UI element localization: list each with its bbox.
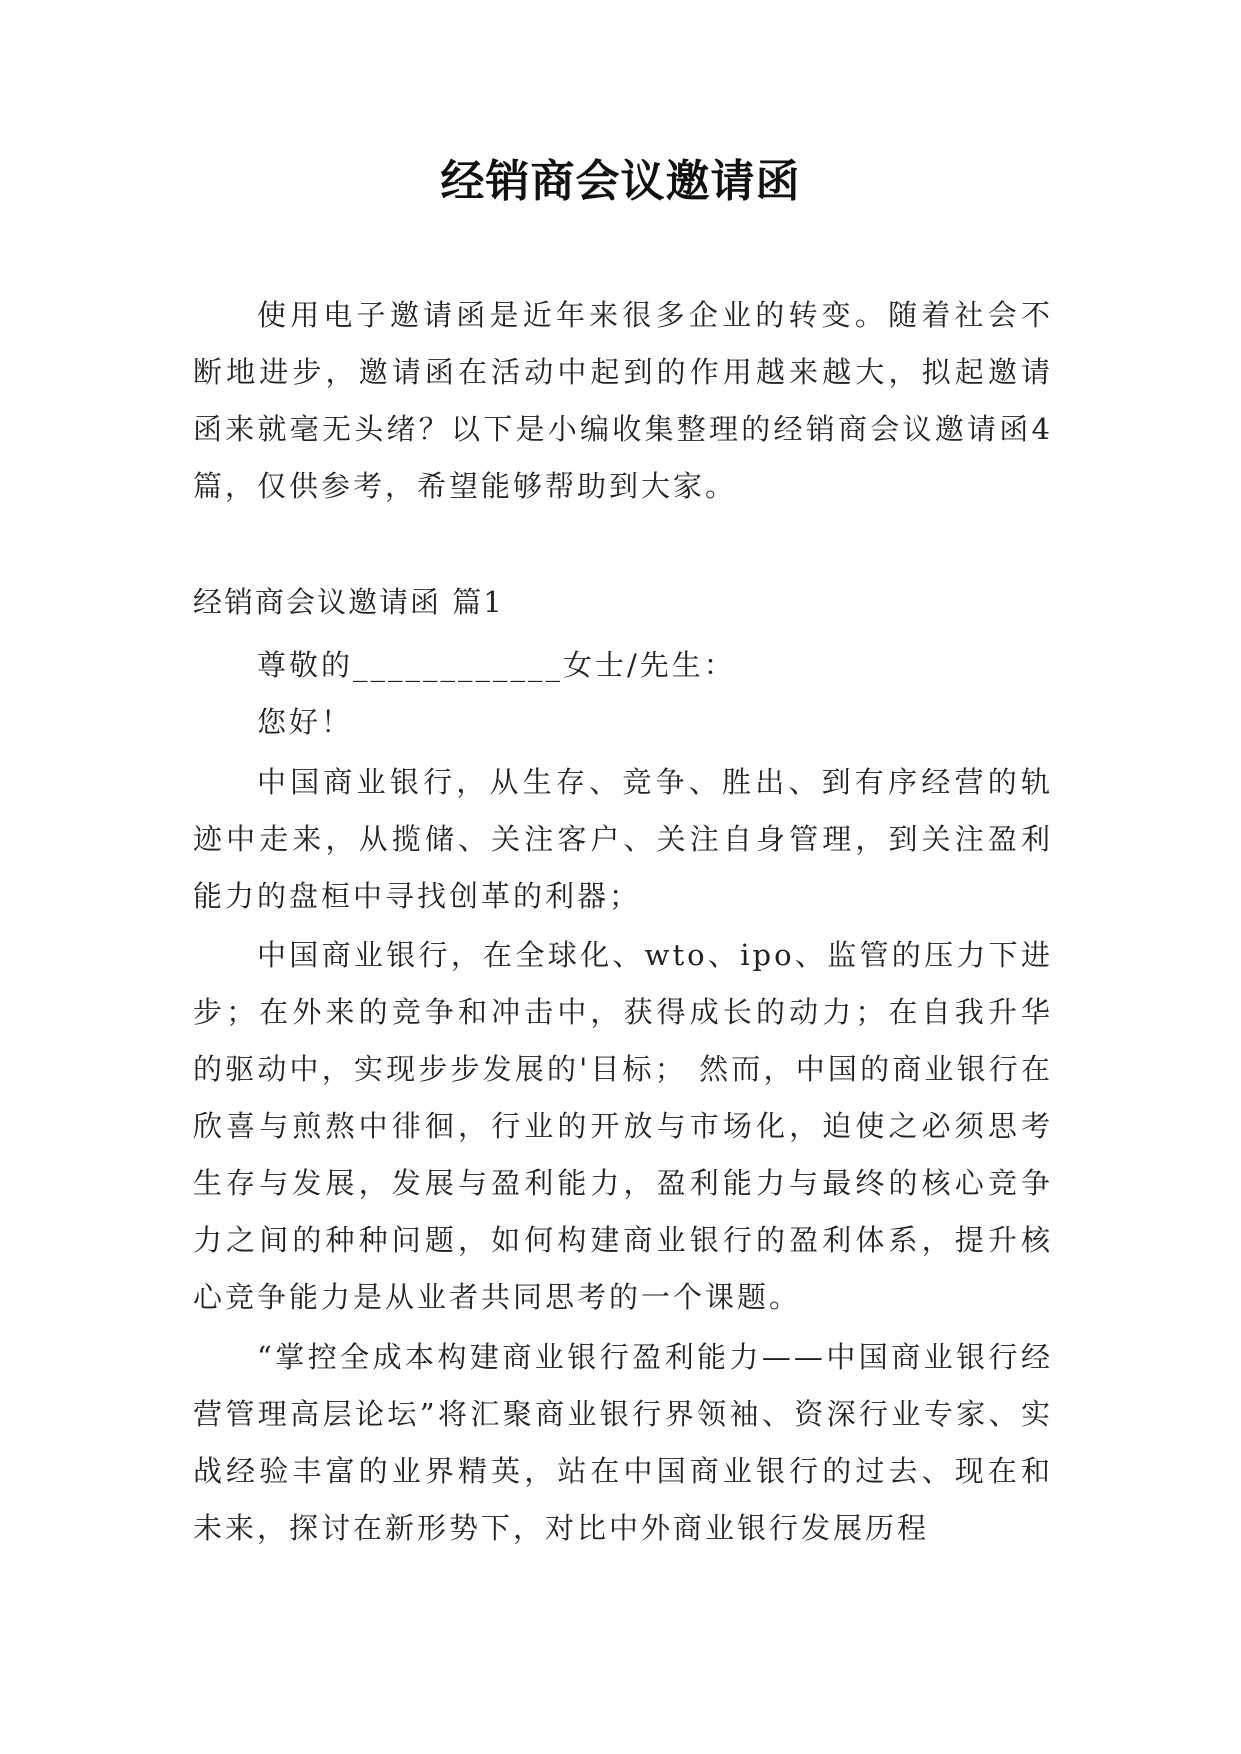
- body-paragraph: 中国商业银行，从生存、竞争、胜出、到有序经营的轨迹中走来，从揽储、关注客户、关注自身管理，到关注盈利能力的盘桓中寻找创革的利器；: [193, 765, 1053, 913]
- document-title: 经销商会议邀请函: [440, 156, 801, 207]
- section-heading: 经销商会议邀请函 篇1: [193, 585, 504, 619]
- greeting-line: 您好！: [257, 705, 354, 739]
- body-paragraph: “掌控全成本构建商业银行盈利能力——中国商业银行经营管理高层论坛”将汇聚商业银行界领袖、资深行业专家、实战经验丰富的业界精英，站在中国商业银行的过去、现在和未来，探讨在新形势下，对比中外商业银行发展历程: [193, 1340, 1053, 1545]
- salutation-line: 尊敬的____________女士/先生：: [257, 648, 736, 682]
- intro-paragraph: 使用电子邀请函是近年来很多企业的转变。随着社会不断地进步，邀请函在活动中起到的作用越来越大，拟起邀请函来就毫无头绪？以下是小编收集整理的经销商会议邀请函4篇，仅供参考，希望能够帮助到大家。: [193, 298, 1053, 503]
- body-paragraph: 中国商业银行，在全球化、wto、ipo、监管的压力下进步；在外来的竞争和冲击中，获得成长的动力；在自我升华的驱动中，实现步步发展的'目标； 然而，中国的商业银行在欣喜与煎熬中徘徊，行业的开放与市场化，迫使之必须思考生存与发展，发展与盈利能力，盈利能力与最终的核心竞争力之间的种种问题，如何构建商业银行的盈利体系，提升核心竞争能力是从业者共同思考的一个课题。: [193, 938, 1053, 1314]
